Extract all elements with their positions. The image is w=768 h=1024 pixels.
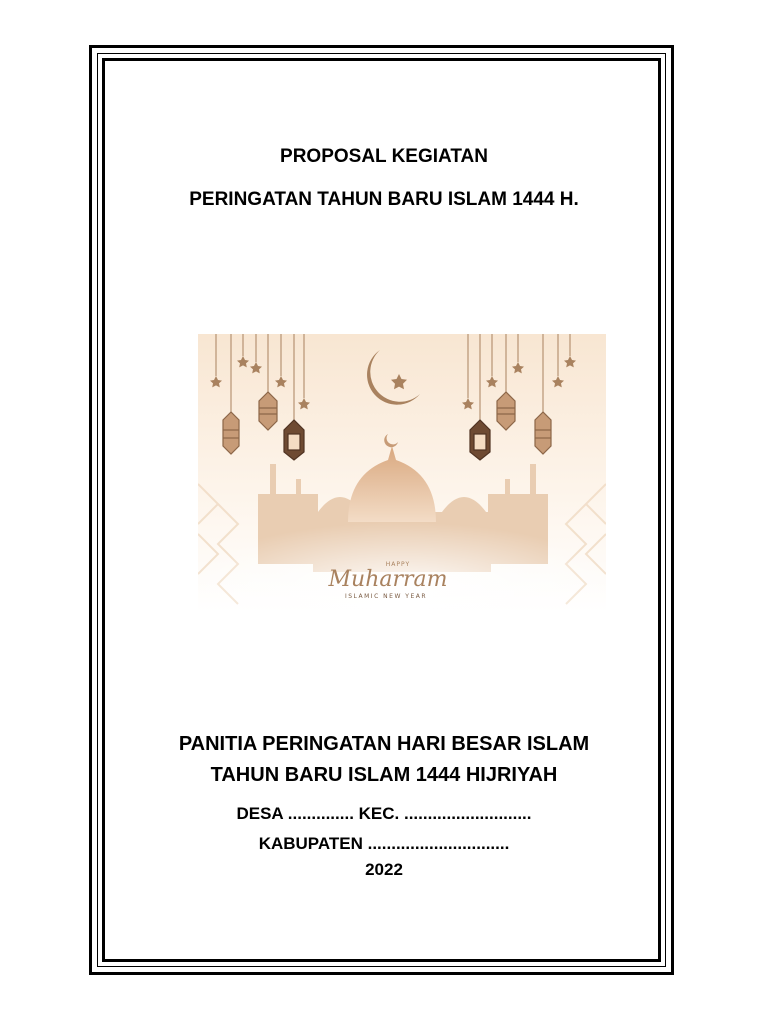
committee-year-line: TAHUN BARU ISLAM 1444 HIJRIYAH (210, 764, 558, 786)
event-title: PERINGATAN TAHUN BARU ISLAM 1444 H. (189, 189, 579, 210)
lantern-icon-right-2 (497, 392, 515, 430)
committee-line: PANITIA PERINGATAN HARI BESAR ISLAM (178, 733, 590, 755)
year-line: 2022 (365, 860, 403, 879)
greeting-happy: HAPPY (385, 561, 411, 568)
regency-line: KABUPATEN .............................. (258, 834, 510, 853)
lantern-icon-right-3 (535, 412, 551, 454)
lantern-icon-left-1 (223, 412, 239, 454)
muharram-illustration (198, 334, 606, 612)
village-district-line: DESA .............. KEC. ........................... (236, 804, 532, 823)
greeting-muharram: Muharram (328, 567, 448, 592)
proposal-title: PROPOSAL KEGIATAN (280, 146, 488, 167)
greeting-islamic-new-year: ISLAMIC NEW YEAR (344, 593, 428, 600)
lantern-icon-left-2 (259, 392, 277, 430)
